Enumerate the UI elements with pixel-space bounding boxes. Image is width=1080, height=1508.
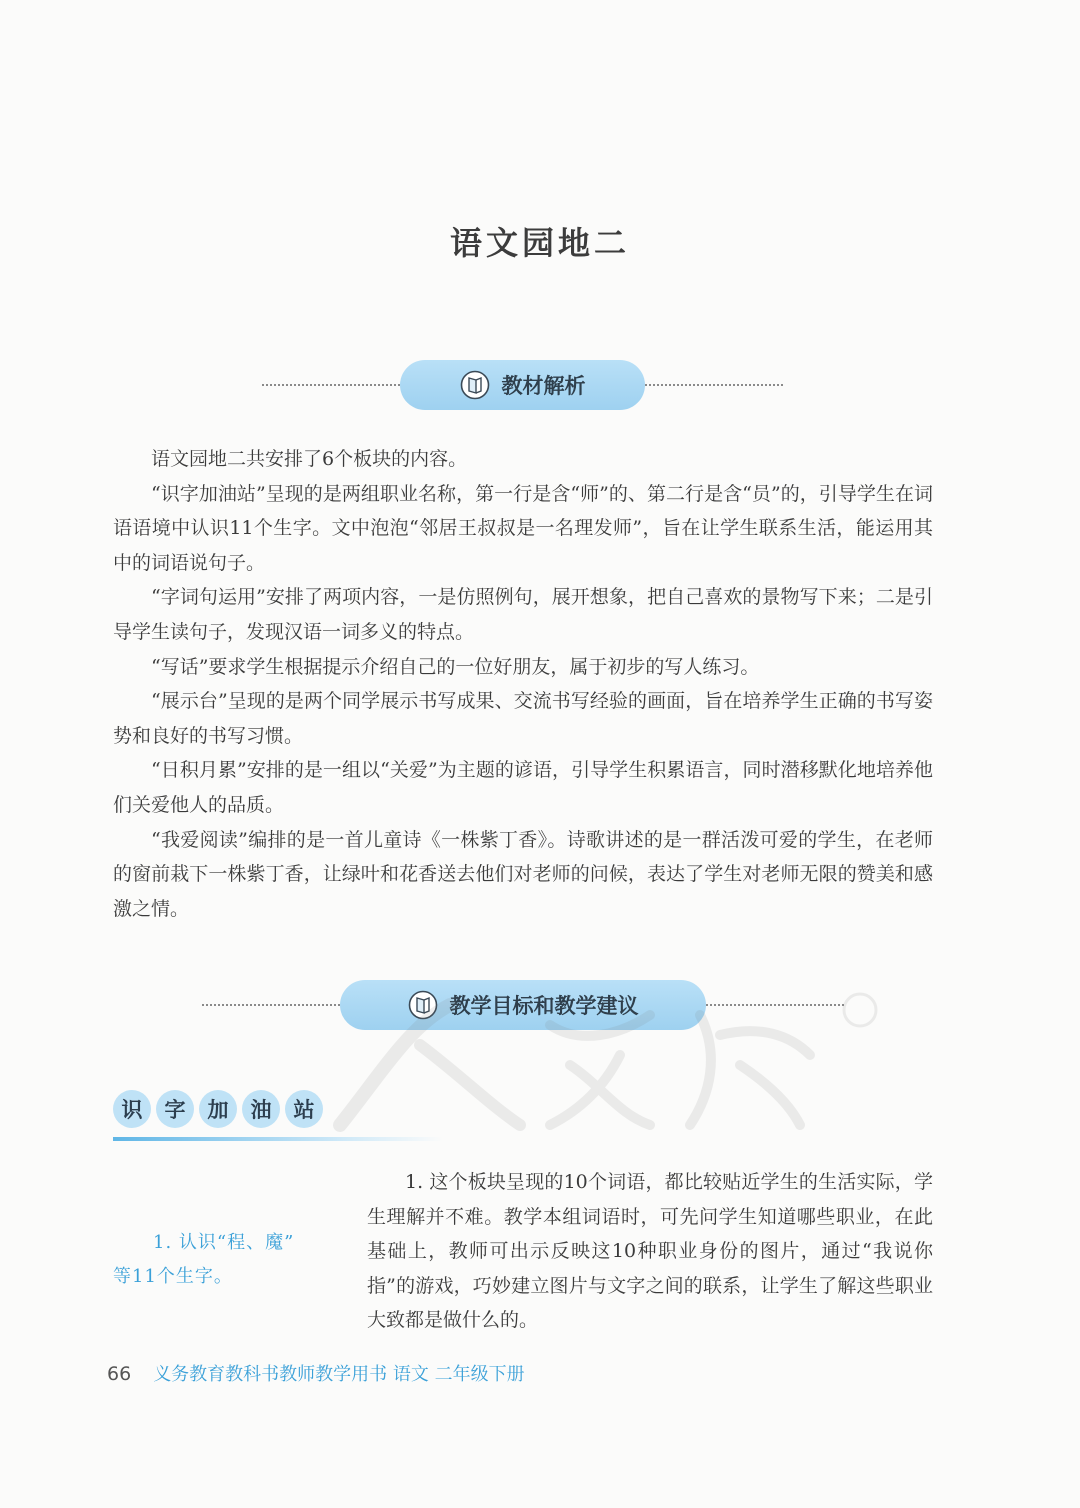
station-char: 加: [199, 1090, 237, 1128]
banner-dotted-line-right: [645, 384, 783, 386]
page-number: 66: [107, 1363, 132, 1385]
paragraph: “写话”要求学生根据提示介绍自己的一位好朋友，属于初步的写人练习。: [151, 655, 760, 678]
station-char: 字: [156, 1090, 194, 1128]
analysis-body: [113, 442, 933, 926]
station-char: 站: [285, 1090, 323, 1128]
page-footer: [107, 1360, 525, 1386]
section-pill: [400, 360, 645, 410]
section-title-analysis: 教材解析: [501, 374, 586, 398]
station-heading: [113, 1090, 328, 1130]
paragraph: “日积月累”安排的是一组以“关爱”为主题的谚语，引导学生积累语言，同时潜移默化地培养他们关爱他人的品质。: [113, 759, 933, 816]
side-note-line: 1. 认识“程、魔”: [153, 1232, 295, 1253]
paragraph: “展示台”呈现的是两个同学展示书写成果、交流书写经验的画面，旨在培养学生正确的书写姿势和良好的书写习惯。: [113, 690, 933, 747]
section-banner-analysis: [0, 360, 1080, 410]
section-title-goals: 教学目标和教学建议: [449, 994, 639, 1018]
paragraph: “我爱阅读”编排的是一首儿童诗《一株紫丁香》。诗歌讲述的是一群活泼可爱的学生，在老师的窗前栽下一株紫丁香，让绿叶和花香送去他们对老师的问候，表达了学生对老师无限的赞美和感激之情。: [113, 828, 933, 920]
teaching-suggestion: 1. 这个板块呈现的10个词语，都比较贴近学生的生活实际，学生理解并不难。教学本组词语时，可先问学生知道哪些职业，在此基础上，教师可出示反映这10种职业身份的图片，通过“我说你指”的游戏，巧妙建立图片与文字之间的联系，让学生了解这些职业大致都是做什么的。: [367, 1171, 933, 1332]
paragraph: “字词句运用”安排了两项内容，一是仿照例句，展开想象，把自己喜欢的景物写下来；二是引导学生读句子，发现汉语一词多义的特点。: [113, 586, 933, 643]
paragraph: 语文园地二共安排了6个板块的内容。: [151, 448, 468, 470]
side-note: [113, 1226, 338, 1294]
station-char: 识: [113, 1090, 151, 1128]
page-title: 语文园地二: [449, 224, 630, 262]
banner-dotted-line-left: [262, 384, 400, 386]
side-note-line: 等11个生字。: [113, 1266, 233, 1287]
book-title: 义务教育教科书教师教学用书 语文 二年级下册: [153, 1364, 525, 1385]
publisher-watermark: [320, 985, 880, 1135]
station-underline: [113, 1137, 443, 1141]
book-icon: [460, 370, 490, 400]
paragraph: “识字加油站”呈现的是两组职业名称，第一行是含“师”的、第二行是含“员”的，引导学生在词语语境中认识11个生字。文中泡泡“邻居王叔叔是一名理发师”，旨在让学生联系生活，能运用其中的词语说句子。: [113, 482, 933, 574]
station-char: 油: [242, 1090, 280, 1128]
